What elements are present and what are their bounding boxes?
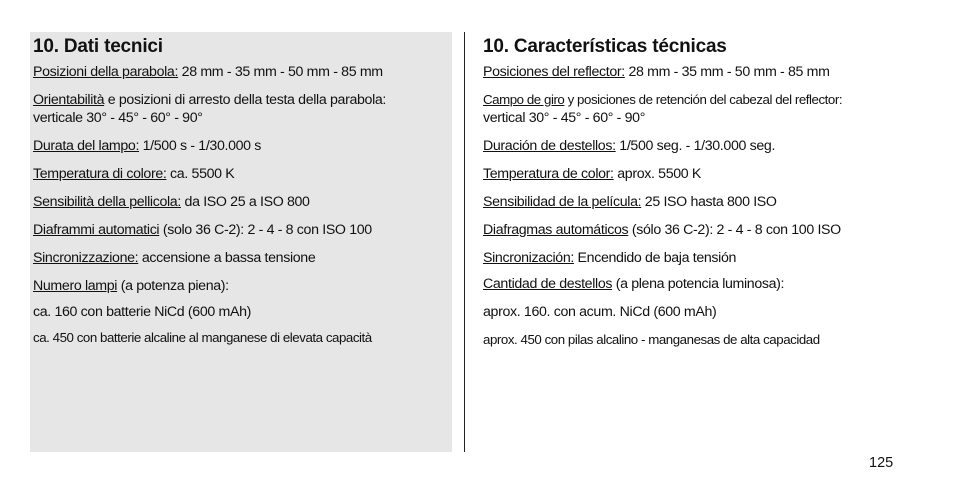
spec-value: 28 mm - 35 mm - 50 mm - 85 mm [178,64,383,80]
spec-row-flash-duration-es [483,137,920,155]
spec-value: y posiciones de retención del cabezal del reflector: [564,92,843,107]
spec-value: (a potenza piena): [117,278,229,294]
spec-label: Posiciones del reflector: [483,64,625,80]
spec-row-apertures-it [33,221,452,239]
spec-row-reflector-positions-it [33,63,452,81]
spec-value: aprox. 5500 K [613,166,702,182]
spec-extra-alkaline-es: aprox. 450 con pilas alcalino - manganesas de alta capacidad [483,332,820,347]
spec-row-color-temp-it [33,165,452,183]
spec-label: Duración de destellos: [483,138,616,154]
spec-value: accensione a bassa tensione [138,250,316,266]
spec-row-reflector-positions-es [483,63,920,81]
spec-label: Sensibilidad de la película: [483,194,642,210]
section-title-it: 10. Dati tecnici [33,36,163,57]
spec-label: Temperatura di colore: [33,166,167,182]
spec-label: Sincronización: [483,250,574,266]
spec-value: 25 ISO hasta 800 ISO [641,194,777,210]
spec-row-sync-es [483,249,920,267]
spec-label: Sensibilità della pellicola: [33,194,181,210]
spec-label: Posizioni della parabola: [33,64,179,80]
spec-value: (solo 36 C-2): 2 - 4 - 8 con ISO 100 [159,222,372,238]
spec-value: 28 mm - 35 mm - 50 mm - 85 mm [624,64,830,80]
spec-value: 1/500 seg. - 1/30.000 seg. [615,138,776,154]
spec-value: ca. 5500 K [166,166,235,182]
spec-value: 1/500 s - 1/30.000 s [139,138,262,154]
section-title-es: 10. Características técnicas [483,36,727,57]
spec-label: Campo de giro [483,92,565,107]
spec-label: Durata del lampo: [33,138,140,154]
spec-label: Temperatura de color: [483,166,614,182]
spec-label: Sincronizzazione: [33,250,139,266]
page-number: 125 [869,455,894,471]
spec-row-flash-count-it [33,277,452,295]
spec-extra-alkaline-it: ca. 450 con batterie alcaline al manganese di elevata capacità [33,330,372,345]
spec-label: Orientabilità [33,92,105,108]
spec-label: Cantidad de destellos [483,276,613,292]
spec-value: (a plena potencia luminosa): [612,276,785,292]
spec-value: Encendido de baja tensión [573,250,737,266]
spec-row-color-temp-es [483,165,920,183]
spec-extra-nicd-es: aprox. 160. con acum. NiCd (600 mAh) [483,304,717,320]
column-divider [464,32,465,452]
spec-value: (sólo 36 C-2): 2 - 4 - 8 con 100 ISO [628,222,841,238]
spec-row-apertures-es [483,221,920,239]
spec-value-line2: verticale 30° - 45° - 60° - 90° [33,110,203,126]
spec-label: Numero lampi [33,278,118,294]
spec-value: da ISO 25 a ISO 800 [180,194,310,210]
spec-extra-nicd-it: ca. 160 con batterie NiCd (600 mAh) [33,304,252,320]
spec-row-swivel-it [33,91,452,127]
spec-row-flash-count-es [483,275,920,293]
spec-label: Diaframmi automatici [33,222,160,238]
spec-label: Diafragmas automáticos [483,222,629,238]
spec-row-swivel-es [483,91,920,127]
spec-row-film-speed-es [483,193,920,211]
italian-column [30,32,452,452]
spec-value-line2: vertical 30° - 45° - 60° - 90° [483,110,646,126]
spanish-column [480,32,920,359]
spec-value: e posizioni di arresto della testa della parabola: [104,92,387,108]
spec-row-sync-it [33,249,452,267]
spec-row-flash-duration-it [33,137,452,155]
spec-row-film-speed-it [33,193,452,211]
